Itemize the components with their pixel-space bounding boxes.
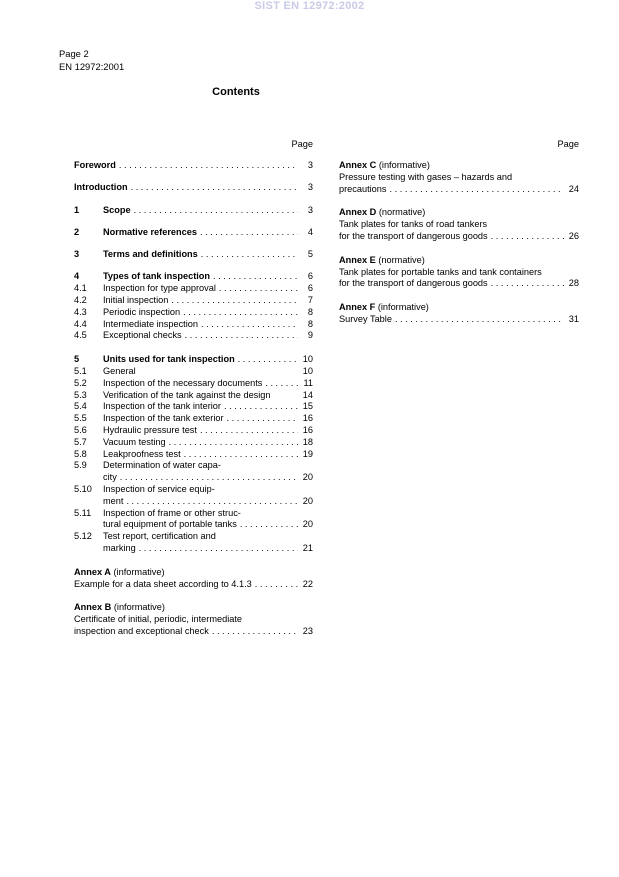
toc-entry-text: Certificate of initial, periodic, intermediate bbox=[74, 614, 243, 625]
toc-entry-number: 5.9 bbox=[74, 460, 87, 471]
toc-entry-number: 5.11 bbox=[74, 507, 92, 518]
toc-entry[interactable] bbox=[74, 378, 313, 390]
toc-entry-page: 6 bbox=[307, 283, 313, 294]
toc-entry-text: Test report, certification and bbox=[103, 531, 216, 542]
toc-entry-number: 4.5 bbox=[74, 330, 87, 341]
toc-entry[interactable] bbox=[74, 390, 313, 402]
toc-entry-page: 26 bbox=[568, 230, 579, 241]
toc-entry-number: 5.12 bbox=[74, 531, 92, 542]
toc-entry-number: 1 bbox=[74, 204, 80, 215]
dot-leader bbox=[116, 160, 298, 172]
toc-entry-text: Initial inspection bbox=[103, 295, 169, 306]
toc-entry-text: Scope bbox=[103, 204, 131, 215]
toc-entry-page: 8 bbox=[307, 318, 313, 329]
toc-entry[interactable] bbox=[74, 413, 313, 425]
toc-entry-text: Tank plates for tanks of road tankers bbox=[339, 219, 488, 230]
toc-entry-page: 28 bbox=[568, 278, 579, 289]
toc-entry-text: Normative references bbox=[103, 226, 197, 237]
toc-entry-text: Inspection of frame or other struc- bbox=[103, 507, 241, 518]
toc-entry-5-12[interactable] bbox=[74, 531, 313, 555]
toc-entry-text-continued: for the transport of dangerous goods bbox=[339, 230, 488, 241]
dot-leader bbox=[180, 307, 298, 319]
toc-entry-text-continued: tural equipment of portable tanks bbox=[103, 519, 237, 530]
toc-entry-number: 5 bbox=[74, 354, 80, 365]
annex-kind: (informative) bbox=[113, 602, 165, 613]
toc-entry-page: 10 bbox=[302, 354, 313, 365]
toc-entry[interactable] bbox=[74, 295, 313, 307]
toc-entry-text: Inspection of the tank interior bbox=[103, 401, 221, 412]
toc-entry[interactable] bbox=[74, 330, 313, 342]
toc-entry-types-of-inspection[interactable] bbox=[74, 271, 313, 283]
toc-entry-text: Foreword bbox=[74, 160, 116, 170]
dot-leader bbox=[136, 543, 298, 555]
toc-entry-page: 22 bbox=[302, 578, 313, 589]
watermark: SIST EN 12972:2002 bbox=[254, 0, 365, 12]
dot-leader bbox=[128, 182, 298, 194]
toc-entry-text-continued: marking bbox=[103, 543, 136, 554]
toc-entry-text: Pressure testing with gases – hazards and bbox=[339, 171, 513, 182]
dot-leader bbox=[392, 314, 564, 326]
toc-entry-page: 6 bbox=[307, 271, 313, 282]
dot-leader bbox=[198, 319, 298, 331]
toc-entry-page: 18 bbox=[302, 436, 313, 447]
toc-entry-page: 9 bbox=[307, 330, 313, 341]
dot-leader bbox=[224, 413, 298, 425]
annex-kind: (normative) bbox=[378, 207, 426, 218]
toc-entry[interactable] bbox=[74, 319, 313, 331]
toc-entry-text: Leakproofness test bbox=[103, 448, 181, 459]
toc-left-column bbox=[74, 138, 313, 638]
dot-leader bbox=[117, 472, 298, 484]
dot-leader bbox=[488, 278, 564, 290]
toc-entry-text-continued: precautions bbox=[339, 183, 387, 194]
toc-entry-text: Tank plates for portable tanks and tank containers bbox=[339, 266, 542, 277]
dot-leader bbox=[252, 579, 298, 591]
toc-entry-page: 11 bbox=[303, 377, 313, 388]
toc-entry-annex-d[interactable] bbox=[339, 207, 579, 242]
toc-entry-page: 14 bbox=[302, 389, 313, 400]
toc-entry-page: 31 bbox=[568, 313, 579, 324]
toc-entry-number: 5.4 bbox=[74, 401, 87, 412]
toc-entry-page: 4 bbox=[307, 226, 313, 237]
toc-entry-number: 4.2 bbox=[74, 295, 87, 306]
toc-entry-number: 5.6 bbox=[74, 425, 87, 436]
dot-leader bbox=[216, 283, 298, 295]
toc-entry-text: Terms and definitions bbox=[103, 249, 198, 260]
annex-label: Annex A bbox=[74, 566, 111, 577]
toc-entry-number: 2 bbox=[74, 226, 80, 237]
toc-entry-text: Survey Table bbox=[339, 313, 392, 324]
toc-entry[interactable] bbox=[74, 437, 313, 449]
toc-entry-page: 24 bbox=[568, 183, 579, 194]
annex-label: Annex B bbox=[74, 602, 112, 613]
toc-entry-text: Types of tank inspection bbox=[103, 271, 211, 282]
toc-entry-annex-a[interactable] bbox=[74, 567, 313, 591]
toc-entry-page: 20 bbox=[302, 472, 313, 483]
annex-label: Annex D bbox=[339, 207, 377, 218]
dot-leader bbox=[131, 205, 298, 217]
toc-entry-text: Hydraulic pressure test bbox=[103, 425, 197, 436]
toc-entry-number: 5.8 bbox=[74, 448, 87, 459]
dot-leader bbox=[197, 227, 298, 239]
toc-entry-text: Exceptional checks bbox=[103, 330, 182, 341]
toc-entry-text: Inspection of the necessary documents bbox=[103, 377, 263, 388]
toc-entry[interactable] bbox=[74, 366, 313, 378]
toc-entry-5-9[interactable] bbox=[74, 460, 313, 484]
toc-entry-number: 5.5 bbox=[74, 413, 87, 424]
annex-label: Annex F bbox=[339, 302, 376, 313]
toc-entry-number: 5.7 bbox=[74, 436, 87, 447]
page-label: Page 2 bbox=[59, 48, 89, 59]
toc-entry-text-continued: for the transport of dangerous goods bbox=[339, 278, 488, 289]
toc-entry-number: 5.2 bbox=[74, 377, 87, 388]
toc-entry-text: Inspection for type approval bbox=[103, 283, 216, 294]
page-column-heading: Page bbox=[291, 139, 313, 149]
toc-entry-text: Verification of the tank against the design bbox=[103, 389, 271, 400]
annex-kind: (normative) bbox=[378, 254, 425, 265]
annex-kind: (informative) bbox=[377, 302, 429, 313]
dot-leader bbox=[235, 354, 298, 366]
toc-entry-text-continued: inspection and exceptional check bbox=[74, 626, 209, 636]
toc-entry-page: 7 bbox=[307, 295, 313, 306]
toc-entry-number: 4.4 bbox=[74, 318, 87, 329]
toc-entry-page: 8 bbox=[307, 306, 313, 317]
toc-entry-5-10[interactable] bbox=[74, 484, 313, 508]
toc-entry-page: 10 bbox=[302, 366, 313, 377]
page-column-heading: Page bbox=[557, 139, 579, 149]
toc-entry-page: 3 bbox=[307, 182, 313, 193]
toc-entry-text: Example for a data sheet according to 4.1.3 bbox=[74, 578, 252, 589]
toc-entry-introduction[interactable] bbox=[74, 182, 313, 194]
toc-entry-annex-f[interactable] bbox=[339, 302, 579, 326]
toc-entry-units-used[interactable] bbox=[74, 354, 313, 366]
annex-label: Annex E bbox=[339, 254, 376, 265]
dot-leader bbox=[237, 519, 298, 531]
dot-leader bbox=[168, 295, 298, 307]
toc-entry-page: 20 bbox=[302, 519, 313, 530]
toc-entry-number: 4 bbox=[74, 271, 80, 282]
toc-entry-page: 3 bbox=[307, 204, 313, 215]
toc-entry-text-continued: city bbox=[103, 472, 117, 483]
dot-leader bbox=[123, 496, 298, 508]
annex-kind: (informative) bbox=[113, 566, 165, 577]
toc-entry-page: 5 bbox=[307, 249, 313, 260]
toc-entry-page: 16 bbox=[302, 425, 313, 436]
toc-entry-text: Determination of water capa- bbox=[103, 460, 221, 471]
toc-entry-text: Inspection of the tank exterior bbox=[103, 413, 224, 424]
toc-entry-number: 4.3 bbox=[74, 306, 87, 317]
toc-entry-page: 23 bbox=[302, 626, 313, 636]
toc-entry-number: 4.1 bbox=[74, 283, 87, 294]
toc-entry-number: 5.3 bbox=[74, 389, 87, 400]
toc-entry-annex-c[interactable] bbox=[339, 160, 579, 195]
toc-entry-text: General bbox=[103, 366, 136, 377]
toc-entry-number: 3 bbox=[74, 249, 80, 260]
toc-entry-page: 15 bbox=[302, 401, 313, 412]
toc-entry-page: 21 bbox=[302, 543, 313, 554]
dot-leader bbox=[387, 184, 565, 196]
toc-entry-scope[interactable] bbox=[74, 205, 313, 217]
toc-right-column bbox=[339, 138, 579, 326]
toc-entry-annex-b[interactable] bbox=[74, 602, 313, 637]
document-id: EN 12972:2001 bbox=[59, 61, 125, 72]
toc-entry-annex-e[interactable] bbox=[339, 255, 579, 290]
toc-entry-terms-definitions[interactable] bbox=[74, 249, 313, 261]
dot-leader bbox=[262, 378, 298, 390]
toc-entry-text: Vacuum testing bbox=[103, 436, 166, 447]
dot-leader bbox=[209, 626, 298, 638]
page-title: Contents bbox=[212, 86, 260, 98]
toc-entry-page: 16 bbox=[302, 413, 313, 424]
toc-entry-page: 19 bbox=[302, 448, 313, 459]
toc-entry-text: Introduction bbox=[74, 182, 128, 193]
toc-entry[interactable] bbox=[74, 449, 313, 461]
toc-entry[interactable] bbox=[74, 283, 313, 295]
toc-entry[interactable] bbox=[74, 401, 313, 413]
annex-label: Annex C bbox=[339, 160, 377, 170]
toc-entry-page: 3 bbox=[307, 160, 313, 170]
toc-entry-foreword[interactable] bbox=[74, 160, 313, 172]
toc-entry-text: Inspection of service equip- bbox=[103, 484, 215, 495]
toc-entry-text: Periodic inspection bbox=[103, 306, 181, 317]
toc-entry-text-continued: ment bbox=[103, 495, 124, 506]
toc-entry-5-11[interactable] bbox=[74, 508, 313, 532]
dot-leader bbox=[488, 231, 564, 243]
dot-leader bbox=[166, 437, 298, 449]
dot-leader bbox=[182, 330, 298, 342]
toc-entry[interactable] bbox=[74, 425, 313, 437]
dot-leader bbox=[197, 425, 298, 437]
dot-leader bbox=[181, 449, 298, 461]
toc-entry-text: Units used for tank inspection bbox=[103, 354, 235, 365]
dot-leader bbox=[210, 271, 298, 283]
toc-entry-text: Intermediate inspection bbox=[103, 318, 198, 329]
dot-leader bbox=[221, 401, 298, 413]
toc-entry-number: 5.1 bbox=[74, 366, 87, 377]
dot-leader bbox=[198, 249, 298, 261]
annex-kind: (informative) bbox=[378, 160, 430, 170]
toc-entry-number: 5.10 bbox=[74, 484, 92, 495]
toc-entry[interactable] bbox=[74, 307, 313, 319]
toc-entry-page: 20 bbox=[302, 495, 313, 506]
toc-entry-normative-references[interactable] bbox=[74, 227, 313, 239]
